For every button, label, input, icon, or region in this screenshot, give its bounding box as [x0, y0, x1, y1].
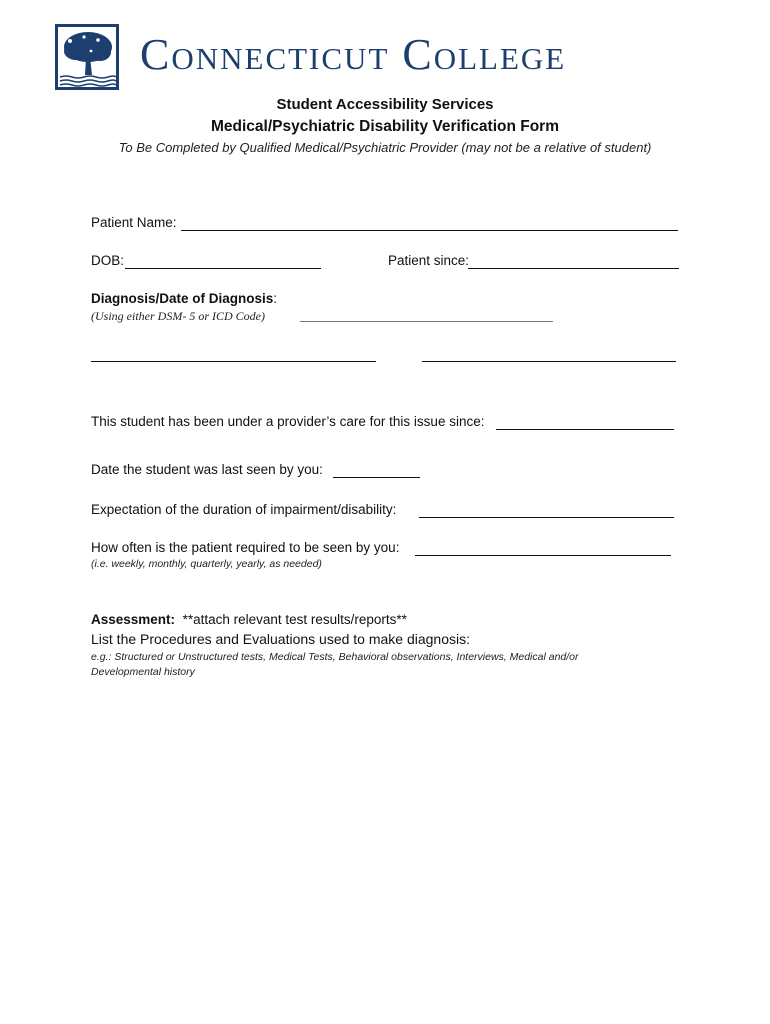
diagnosis-field-2[interactable]	[91, 361, 376, 362]
diagnosis-hint: (Using either DSM- 5 or ICD Code)	[91, 309, 265, 323]
assessment-note: **attach relevant test results/reports**	[182, 612, 407, 627]
diagnosis-field-3[interactable]	[422, 361, 676, 362]
care-since-field[interactable]	[496, 429, 674, 430]
last-seen-label: Date the student was last seen by you:	[91, 462, 323, 477]
dob-label: DOB:	[91, 253, 125, 268]
department-title: Student Accessibility Services	[276, 96, 494, 113]
tree-logo-icon	[55, 24, 119, 90]
frequency-label: How often is the patient required to be seen by you:	[91, 540, 400, 555]
last-seen-field[interactable]	[333, 477, 420, 478]
diagnosis-colon: :	[273, 291, 278, 306]
procedures-hint-line2: Developmental history	[91, 666, 195, 678]
frequency-hint: (i.e. weekly, monthly, quarterly, yearly, as needed)	[91, 558, 322, 570]
patient-since-field[interactable]	[468, 268, 679, 269]
diagnosis-label: Diagnosis/Date of Diagnosis	[91, 291, 274, 306]
care-since-label: This student has been under a provider’s care for this issue since:	[91, 414, 485, 429]
college-name: Connecticut College	[140, 30, 567, 79]
diagnosis-label-row	[91, 291, 277, 306]
patient-name-field[interactable]	[181, 230, 678, 231]
patient-since-label: Patient since:	[388, 253, 470, 268]
diagnosis-field-1[interactable]	[300, 321, 553, 322]
procedures-label: List the Procedures and Evaluations used to make diagnosis:	[91, 631, 471, 647]
duration-label: Expectation of the duration of impairment/disability:	[91, 502, 397, 517]
assessment-label: Assessment:	[91, 612, 176, 627]
assessment-row	[91, 612, 407, 627]
frequency-field[interactable]	[415, 555, 671, 556]
procedures-hint-line1: e.g.: Structured or Unstructured tests, Medical Tests, Behavioral observations, Interviews, Medical and/or	[91, 651, 579, 663]
form-title: Medical/Psychiatric Disability Verification Form	[210, 118, 559, 135]
form-subtitle: To Be Completed by Qualified Medical/Psychiatric Provider (may not be a relative of student)	[118, 140, 652, 155]
patient-name-label: Patient Name:	[91, 215, 177, 230]
duration-field[interactable]	[419, 517, 674, 518]
dob-field[interactable]	[125, 268, 321, 269]
